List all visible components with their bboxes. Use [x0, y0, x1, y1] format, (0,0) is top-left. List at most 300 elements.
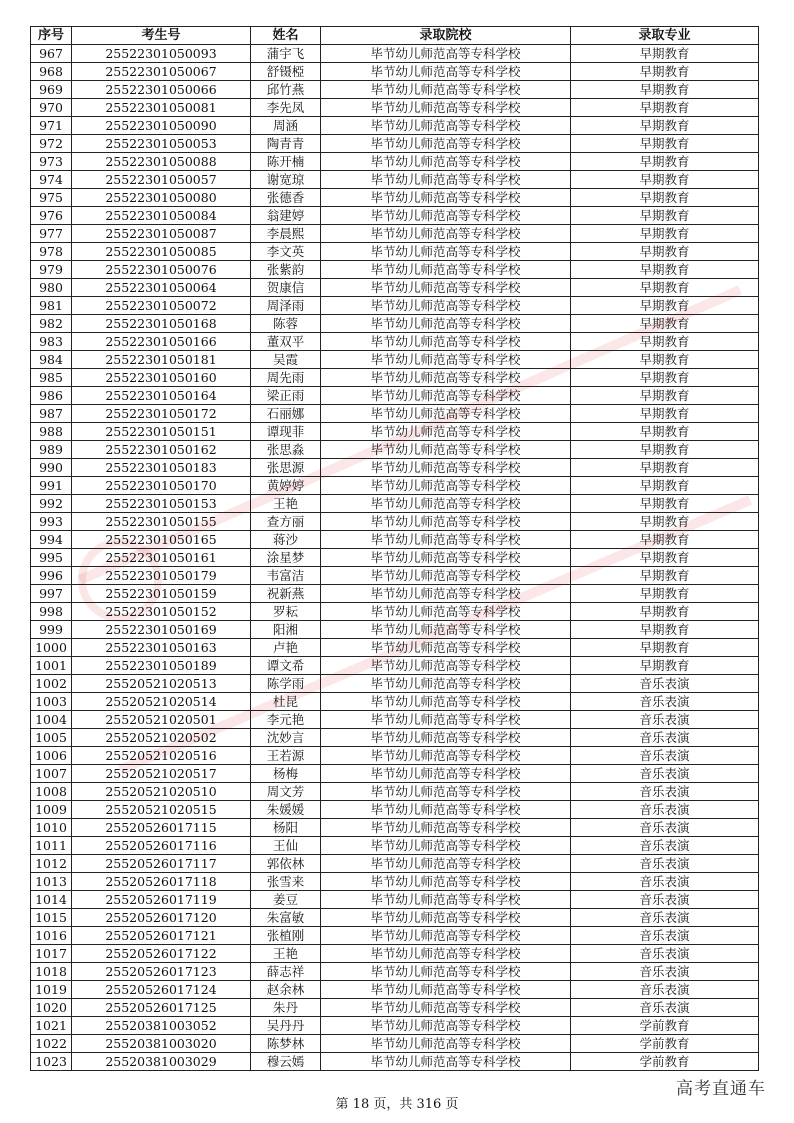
table-row — [31, 567, 759, 585]
cell-name: 李先凤 — [251, 99, 321, 117]
table-row — [31, 891, 759, 909]
cell-name: 阳湘 — [251, 621, 321, 639]
cell-name: 杨阳 — [251, 819, 321, 837]
cell-name: 贺康信 — [251, 279, 321, 297]
cell-major: 早期教育 — [571, 477, 759, 495]
cell-school: 毕节幼儿师范高等专科学校 — [321, 117, 571, 135]
cell-school: 毕节幼儿师范高等专科学校 — [321, 909, 571, 927]
cell-major: 音乐表演 — [571, 747, 759, 765]
cell-name: 周先雨 — [251, 369, 321, 387]
table-row — [31, 837, 759, 855]
cell-major: 音乐表演 — [571, 675, 759, 693]
cell-index: 1007 — [31, 765, 72, 783]
cell-name: 涂星梦 — [251, 549, 321, 567]
cell-name: 李文英 — [251, 243, 321, 261]
cell-school: 毕节幼儿师范高等专科学校 — [321, 171, 571, 189]
cell-index: 977 — [31, 225, 72, 243]
cell-school: 毕节幼儿师范高等专科学校 — [321, 243, 571, 261]
cell-name: 罗耘 — [251, 603, 321, 621]
table-row — [31, 657, 759, 675]
cell-exam-id: 25522301050162 — [72, 441, 251, 459]
cell-major: 早期教育 — [571, 81, 759, 99]
cell-school: 毕节幼儿师范高等专科学校 — [321, 1035, 571, 1053]
cell-index: 1000 — [31, 639, 72, 657]
cell-major: 音乐表演 — [571, 963, 759, 981]
cell-school: 毕节幼儿师范高等专科学校 — [321, 369, 571, 387]
cell-name: 朱富敏 — [251, 909, 321, 927]
cell-name: 薛志祥 — [251, 963, 321, 981]
cell-exam-id: 25522301050080 — [72, 189, 251, 207]
table-row — [31, 603, 759, 621]
cell-school: 毕节幼儿师范高等专科学校 — [321, 441, 571, 459]
cell-index: 998 — [31, 603, 72, 621]
cell-major: 早期教育 — [571, 405, 759, 423]
table-row — [31, 243, 759, 261]
cell-index: 995 — [31, 549, 72, 567]
cell-index: 969 — [31, 81, 72, 99]
table-row — [31, 873, 759, 891]
cell-school: 毕节幼儿师范高等专科学校 — [321, 513, 571, 531]
cell-name: 杨梅 — [251, 765, 321, 783]
cell-index: 981 — [31, 297, 72, 315]
table-row — [31, 1053, 759, 1071]
table-row — [31, 135, 759, 153]
cell-name: 张植刚 — [251, 927, 321, 945]
cell-index: 1004 — [31, 711, 72, 729]
cell-exam-id: 25522301050163 — [72, 639, 251, 657]
cell-exam-id: 25522301050160 — [72, 369, 251, 387]
table-row — [31, 621, 759, 639]
table-row — [31, 207, 759, 225]
cell-school: 毕节幼儿师范高等专科学校 — [321, 657, 571, 675]
cell-exam-id: 25520521020517 — [72, 765, 251, 783]
cell-name: 舒镊椏 — [251, 63, 321, 81]
cell-school: 毕节幼儿师范高等专科学校 — [321, 585, 571, 603]
cell-school: 毕节幼儿师范高等专科学校 — [321, 135, 571, 153]
table-row — [31, 747, 759, 765]
cell-major: 早期教育 — [571, 63, 759, 81]
cell-exam-id: 25520526017119 — [72, 891, 251, 909]
cell-school: 毕节幼儿师范高等专科学校 — [321, 837, 571, 855]
cell-school: 毕节幼儿师范高等专科学校 — [321, 801, 571, 819]
cell-index: 993 — [31, 513, 72, 531]
page-footer — [0, 1093, 794, 1112]
page-number-text: 第 18 页，共 316 页 — [335, 1097, 459, 1112]
cell-school: 毕节幼儿师范高等专科学校 — [321, 333, 571, 351]
cell-school: 毕节幼儿师范高等专科学校 — [321, 387, 571, 405]
cell-index: 976 — [31, 207, 72, 225]
admission-table-sheet — [30, 26, 758, 1071]
table-row — [31, 171, 759, 189]
cell-exam-id: 25522301050066 — [72, 81, 251, 99]
cell-name: 王艳 — [251, 945, 321, 963]
cell-exam-id: 25520526017115 — [72, 819, 251, 837]
table-row — [31, 909, 759, 927]
cell-school: 毕节幼儿师范高等专科学校 — [321, 261, 571, 279]
cell-school: 毕节幼儿师范高等专科学校 — [321, 225, 571, 243]
cell-name: 黄婷婷 — [251, 477, 321, 495]
table-row — [31, 819, 759, 837]
cell-name: 蒋沙 — [251, 531, 321, 549]
cell-exam-id: 25520521020515 — [72, 801, 251, 819]
cell-school: 毕节幼儿师范高等专科学校 — [321, 63, 571, 81]
cell-exam-id: 25520526017122 — [72, 945, 251, 963]
cell-major: 学前教育 — [571, 1053, 759, 1071]
cell-name: 陶青青 — [251, 135, 321, 153]
cell-exam-id: 25522301050067 — [72, 63, 251, 81]
table-row — [31, 315, 759, 333]
cell-index: 1009 — [31, 801, 72, 819]
table-row — [31, 369, 759, 387]
cell-exam-id: 25522301050164 — [72, 387, 251, 405]
cell-name: 张紫韵 — [251, 261, 321, 279]
cell-exam-id: 25520526017125 — [72, 999, 251, 1017]
cell-index: 996 — [31, 567, 72, 585]
cell-school: 毕节幼儿师范高等专科学校 — [321, 891, 571, 909]
cell-school: 毕节幼儿师范高等专科学校 — [321, 189, 571, 207]
table-row — [31, 945, 759, 963]
table-header-row — [31, 27, 759, 45]
cell-index: 1002 — [31, 675, 72, 693]
cell-exam-id: 25522301050053 — [72, 135, 251, 153]
table-row — [31, 495, 759, 513]
cell-index: 1011 — [31, 837, 72, 855]
table-row — [31, 225, 759, 243]
cell-school: 毕节幼儿师范高等专科学校 — [321, 567, 571, 585]
table-row — [31, 81, 759, 99]
cell-index: 967 — [31, 45, 72, 63]
table-row — [31, 855, 759, 873]
cell-major: 早期教育 — [571, 279, 759, 297]
cell-school: 毕节幼儿师范高等专科学校 — [321, 855, 571, 873]
cell-major: 早期教育 — [571, 117, 759, 135]
cell-exam-id: 25520526017124 — [72, 981, 251, 999]
cell-exam-id: 25520526017123 — [72, 963, 251, 981]
cell-major: 音乐表演 — [571, 927, 759, 945]
cell-index: 1019 — [31, 981, 72, 999]
cell-exam-id: 25520521020513 — [72, 675, 251, 693]
cell-school: 毕节幼儿师范高等专科学校 — [321, 639, 571, 657]
cell-exam-id: 25522301050151 — [72, 423, 251, 441]
cell-exam-id: 25522301050169 — [72, 621, 251, 639]
cell-index: 1015 — [31, 909, 72, 927]
cell-name: 穆云嫣 — [251, 1053, 321, 1071]
cell-name: 李晨熙 — [251, 225, 321, 243]
cell-name: 邱竹燕 — [251, 81, 321, 99]
cell-major: 音乐表演 — [571, 891, 759, 909]
cell-index: 978 — [31, 243, 72, 261]
cell-exam-id: 25522301050090 — [72, 117, 251, 135]
cell-school: 毕节幼儿师范高等专科学校 — [321, 153, 571, 171]
cell-index: 971 — [31, 117, 72, 135]
cell-name: 陈梦林 — [251, 1035, 321, 1053]
cell-name: 查方丽 — [251, 513, 321, 531]
cell-school: 毕节幼儿师范高等专科学校 — [321, 297, 571, 315]
table-row — [31, 765, 759, 783]
cell-index: 985 — [31, 369, 72, 387]
table-row — [31, 675, 759, 693]
cell-name: 周文芳 — [251, 783, 321, 801]
cell-school: 毕节幼儿师范高等专科学校 — [321, 729, 571, 747]
table-row — [31, 513, 759, 531]
admission-table — [30, 26, 759, 1071]
cell-major: 早期教育 — [571, 459, 759, 477]
table-row — [31, 927, 759, 945]
cell-index: 1014 — [31, 891, 72, 909]
cell-school: 毕节幼儿师范高等专科学校 — [321, 351, 571, 369]
cell-exam-id: 25522301050189 — [72, 657, 251, 675]
cell-school: 毕节幼儿师范高等专科学校 — [321, 783, 571, 801]
cell-exam-id: 25520526017121 — [72, 927, 251, 945]
table-row — [31, 405, 759, 423]
cell-school: 毕节幼儿师范高等专科学校 — [321, 693, 571, 711]
cell-major: 早期教育 — [571, 315, 759, 333]
cell-exam-id: 25522301050085 — [72, 243, 251, 261]
cell-exam-id: 25522301050165 — [72, 531, 251, 549]
cell-exam-id: 25522301050081 — [72, 99, 251, 117]
table-row — [31, 999, 759, 1017]
cell-index: 990 — [31, 459, 72, 477]
cell-exam-id: 25522301050181 — [72, 351, 251, 369]
cell-exam-id: 25520526017117 — [72, 855, 251, 873]
cell-name: 王若源 — [251, 747, 321, 765]
cell-index: 983 — [31, 333, 72, 351]
cell-major: 早期教育 — [571, 585, 759, 603]
cell-school: 毕节幼儿师范高等专科学校 — [321, 873, 571, 891]
cell-index: 986 — [31, 387, 72, 405]
cell-name: 朱丹 — [251, 999, 321, 1017]
table-row — [31, 729, 759, 747]
cell-exam-id: 25522301050084 — [72, 207, 251, 225]
cell-school: 毕节幼儿师范高等专科学校 — [321, 963, 571, 981]
cell-major: 早期教育 — [571, 225, 759, 243]
cell-name: 周泽雨 — [251, 297, 321, 315]
cell-major: 音乐表演 — [571, 909, 759, 927]
cell-name: 姜豆 — [251, 891, 321, 909]
cell-major: 音乐表演 — [571, 999, 759, 1017]
cell-major: 早期教育 — [571, 171, 759, 189]
cell-exam-id: 25520381003020 — [72, 1035, 251, 1053]
cell-major: 音乐表演 — [571, 693, 759, 711]
cell-name: 王仙 — [251, 837, 321, 855]
cell-major: 音乐表演 — [571, 981, 759, 999]
cell-major: 早期教育 — [571, 351, 759, 369]
cell-exam-id: 25522301050088 — [72, 153, 251, 171]
cell-school: 毕节幼儿师范高等专科学校 — [321, 477, 571, 495]
cell-exam-id: 25522301050057 — [72, 171, 251, 189]
cell-index: 984 — [31, 351, 72, 369]
cell-index: 1017 — [31, 945, 72, 963]
cell-exam-id: 25520521020510 — [72, 783, 251, 801]
cell-name: 陈开楠 — [251, 153, 321, 171]
cell-exam-id: 25520381003052 — [72, 1017, 251, 1035]
table-row — [31, 549, 759, 567]
cell-index: 988 — [31, 423, 72, 441]
cell-index: 1001 — [31, 657, 72, 675]
cell-index: 1005 — [31, 729, 72, 747]
cell-exam-id: 25522301050087 — [72, 225, 251, 243]
cell-major: 音乐表演 — [571, 729, 759, 747]
cell-school: 毕节幼儿师范高等专科学校 — [321, 315, 571, 333]
cell-index: 989 — [31, 441, 72, 459]
cell-name: 张思源 — [251, 459, 321, 477]
cell-index: 991 — [31, 477, 72, 495]
cell-index: 997 — [31, 585, 72, 603]
cell-name: 梁正雨 — [251, 387, 321, 405]
cell-name: 杜昆 — [251, 693, 321, 711]
cell-major: 音乐表演 — [571, 945, 759, 963]
cell-major: 早期教育 — [571, 639, 759, 657]
cell-index: 980 — [31, 279, 72, 297]
cell-school: 毕节幼儿师范高等专科学校 — [321, 423, 571, 441]
cell-index: 979 — [31, 261, 72, 279]
cell-major: 音乐表演 — [571, 783, 759, 801]
cell-name: 蒲宇飞 — [251, 45, 321, 63]
cell-index: 1018 — [31, 963, 72, 981]
cell-exam-id: 25520521020502 — [72, 729, 251, 747]
cell-major: 早期教育 — [571, 45, 759, 63]
cell-index: 1021 — [31, 1017, 72, 1035]
cell-major: 早期教育 — [571, 99, 759, 117]
cell-major: 早期教育 — [571, 261, 759, 279]
cell-exam-id: 25520526017118 — [72, 873, 251, 891]
cell-major: 音乐表演 — [571, 765, 759, 783]
cell-school: 毕节幼儿师范高等专科学校 — [321, 621, 571, 639]
cell-name: 赵余林 — [251, 981, 321, 999]
cell-exam-id: 25522301050168 — [72, 315, 251, 333]
cell-index: 1003 — [31, 693, 72, 711]
header-exam-id: 考生号 — [72, 27, 251, 45]
cell-major: 早期教育 — [571, 189, 759, 207]
cell-major: 学前教育 — [571, 1035, 759, 1053]
cell-exam-id: 25522301050166 — [72, 333, 251, 351]
cell-major: 早期教育 — [571, 603, 759, 621]
cell-index: 1020 — [31, 999, 72, 1017]
cell-school: 毕节幼儿师范高等专科学校 — [321, 603, 571, 621]
cell-exam-id: 25520521020514 — [72, 693, 251, 711]
cell-index: 974 — [31, 171, 72, 189]
cell-major: 早期教育 — [571, 423, 759, 441]
cell-school: 毕节幼儿师范高等专科学校 — [321, 711, 571, 729]
cell-school: 毕节幼儿师范高等专科学校 — [321, 549, 571, 567]
table-row — [31, 423, 759, 441]
cell-major: 早期教育 — [571, 567, 759, 585]
cell-index: 982 — [31, 315, 72, 333]
cell-index: 1012 — [31, 855, 72, 873]
table-row — [31, 531, 759, 549]
cell-index: 968 — [31, 63, 72, 81]
cell-school: 毕节幼儿师范高等专科学校 — [321, 1017, 571, 1035]
cell-exam-id: 25522301050093 — [72, 45, 251, 63]
cell-major: 早期教育 — [571, 243, 759, 261]
cell-school: 毕节幼儿师范高等专科学校 — [321, 927, 571, 945]
table-row — [31, 297, 759, 315]
cell-name: 沈妙言 — [251, 729, 321, 747]
table-row — [31, 45, 759, 63]
cell-exam-id: 25522301050152 — [72, 603, 251, 621]
cell-exam-id: 25520526017116 — [72, 837, 251, 855]
cell-exam-id: 25522301050161 — [72, 549, 251, 567]
table-row — [31, 801, 759, 819]
cell-major: 早期教育 — [571, 549, 759, 567]
table-row — [31, 693, 759, 711]
cell-school: 毕节幼儿师范高等专科学校 — [321, 45, 571, 63]
cell-name: 韦富洁 — [251, 567, 321, 585]
cell-index: 1013 — [31, 873, 72, 891]
cell-index: 1022 — [31, 1035, 72, 1053]
cell-index: 987 — [31, 405, 72, 423]
cell-major: 早期教育 — [571, 513, 759, 531]
cell-index: 970 — [31, 99, 72, 117]
cell-major: 学前教育 — [571, 1017, 759, 1035]
cell-school: 毕节幼儿师范高等专科学校 — [321, 207, 571, 225]
cell-name: 董双平 — [251, 333, 321, 351]
cell-major: 音乐表演 — [571, 855, 759, 873]
cell-major: 音乐表演 — [571, 819, 759, 837]
cell-exam-id: 25520521020501 — [72, 711, 251, 729]
cell-index: 1023 — [31, 1053, 72, 1071]
table-row — [31, 117, 759, 135]
cell-index: 973 — [31, 153, 72, 171]
cell-name: 郭依林 — [251, 855, 321, 873]
cell-major: 音乐表演 — [571, 873, 759, 891]
cell-name: 吴霞 — [251, 351, 321, 369]
brand-text: 高考直通车 — [676, 1079, 766, 1099]
cell-school: 毕节幼儿师范高等专科学校 — [321, 819, 571, 837]
header-school: 录取院校 — [321, 27, 571, 45]
cell-index: 975 — [31, 189, 72, 207]
table-row — [31, 63, 759, 81]
cell-major: 音乐表演 — [571, 801, 759, 819]
cell-major: 早期教育 — [571, 657, 759, 675]
cell-school: 毕节幼儿师范高等专科学校 — [321, 279, 571, 297]
cell-major: 早期教育 — [571, 333, 759, 351]
cell-major: 早期教育 — [571, 153, 759, 171]
cell-school: 毕节幼儿师范高等专科学校 — [321, 459, 571, 477]
table-row — [31, 639, 759, 657]
cell-name: 石丽娜 — [251, 405, 321, 423]
table-row — [31, 981, 759, 999]
cell-school: 毕节幼儿师范高等专科学校 — [321, 99, 571, 117]
cell-name: 翁建婷 — [251, 207, 321, 225]
table-row — [31, 153, 759, 171]
header-major: 录取专业 — [571, 27, 759, 45]
cell-name: 谢宽琼 — [251, 171, 321, 189]
header-name: 姓名 — [251, 27, 321, 45]
cell-school: 毕节幼儿师范高等专科学校 — [321, 765, 571, 783]
cell-name: 朱媛媛 — [251, 801, 321, 819]
cell-school: 毕节幼儿师范高等专科学校 — [321, 1053, 571, 1071]
cell-major: 早期教育 — [571, 441, 759, 459]
cell-name: 谭现菲 — [251, 423, 321, 441]
table-row — [31, 1017, 759, 1035]
cell-name: 谭文希 — [251, 657, 321, 675]
table-row — [31, 333, 759, 351]
cell-school: 毕节幼儿师范高等专科学校 — [321, 981, 571, 999]
cell-major: 音乐表演 — [571, 837, 759, 855]
cell-exam-id: 25520521020516 — [72, 747, 251, 765]
table-row — [31, 261, 759, 279]
cell-index: 972 — [31, 135, 72, 153]
cell-school: 毕节幼儿师范高等专科学校 — [321, 495, 571, 513]
cell-school: 毕节幼儿师范高等专科学校 — [321, 747, 571, 765]
table-row — [31, 477, 759, 495]
cell-major: 早期教育 — [571, 621, 759, 639]
cell-school: 毕节幼儿师范高等专科学校 — [321, 81, 571, 99]
cell-exam-id: 25520381003029 — [72, 1053, 251, 1071]
cell-exam-id: 25522301050183 — [72, 459, 251, 477]
cell-name: 陈蓉 — [251, 315, 321, 333]
